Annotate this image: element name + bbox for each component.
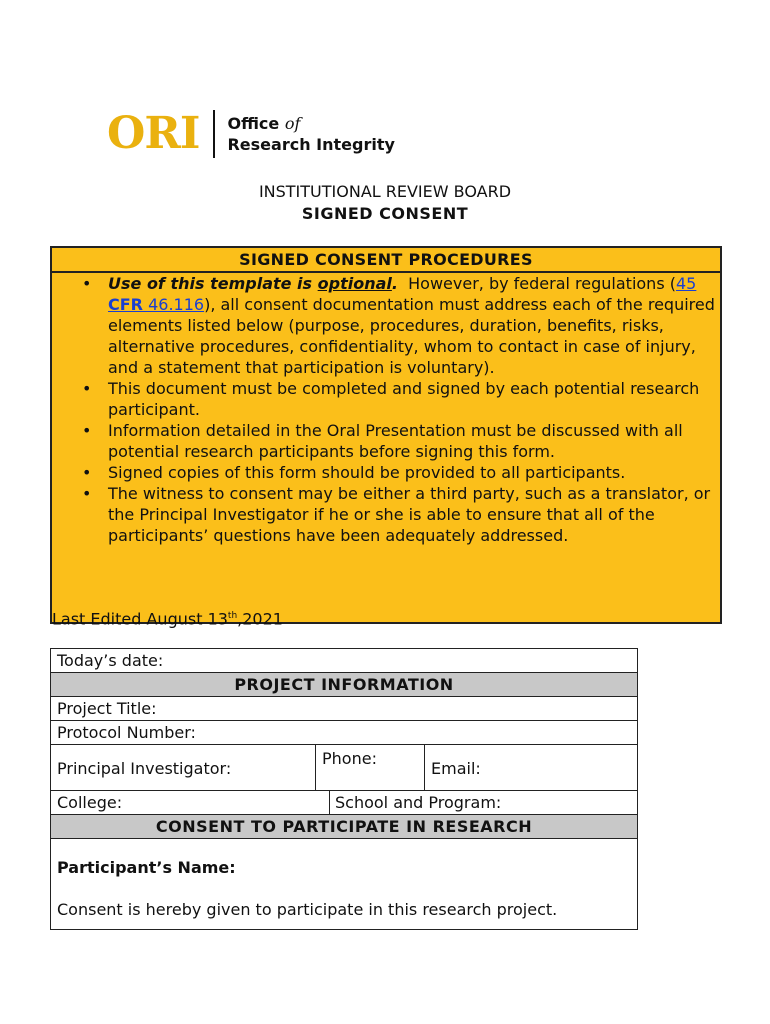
board-heading: INSTITUTIONAL REVIEW BOARD [258, 182, 512, 201]
bullet-icon: • [82, 484, 92, 503]
bullet4-text: Signed copies of this form should be provided to all participants. [108, 463, 626, 482]
protocol-number-field[interactable] [50, 720, 638, 745]
optional-notice: Use of this template is optional. [108, 274, 398, 293]
list-item [52, 420, 722, 462]
logo-line1-b: of [284, 114, 301, 133]
list-item [52, 483, 722, 546]
college-row [50, 790, 638, 815]
consent-section [50, 838, 638, 930]
logo-text [227, 113, 394, 155]
bullet5-text: The witness to consent may be either a third party, such as a translator, or the Principal Investigator if he or she is able to ensure that all of the participants’ questions have been adequately addressed. [108, 484, 711, 545]
investigator-row [50, 744, 638, 791]
document-title: SIGNED CONSENT [301, 204, 469, 223]
consent-statement: Consent is hereby given to participate in this research project. [57, 900, 558, 919]
list-item [52, 378, 722, 420]
participant-name-label: Participant’s Name: [57, 858, 236, 877]
bullet-icon: • [82, 463, 92, 482]
logo-abbr: ORI [107, 108, 200, 159]
project-title-field[interactable] [50, 696, 638, 721]
college-label: College: [57, 793, 123, 812]
list-item [52, 462, 722, 483]
divider [424, 745, 425, 790]
bullet-icon: • [82, 421, 92, 440]
logo-line2: Research Integrity [227, 135, 395, 154]
cfr-link[interactable]: 45 CFR 46.116 [108, 274, 697, 314]
project-info-header: PROJECT INFORMATION [50, 672, 638, 697]
procedures-list [52, 273, 722, 546]
todays-date-field[interactable] [50, 648, 638, 673]
school-label: School and Program: [335, 793, 502, 812]
project-title-label: Project Title: [57, 699, 157, 718]
procedures-box [50, 246, 722, 629]
logo-line1-a: Office [227, 114, 285, 133]
bullet1-text-a: However, by federal regulations ( [397, 274, 676, 293]
bullet-icon: • [82, 379, 92, 398]
pi-label: Principal Investigator: [57, 759, 232, 778]
todays-date-label: Today’s date: [57, 651, 164, 670]
divider [329, 791, 330, 814]
divider [315, 745, 316, 790]
protocol-number-label: Protocol Number: [57, 723, 196, 742]
list-item [52, 273, 722, 378]
procedures-title: SIGNED CONSENT PROCEDURES [52, 248, 720, 273]
email-label: Email: [431, 759, 481, 778]
bullet3-text: Information detailed in the Oral Presentation must be discussed with all potential research participants before signing this form. [108, 421, 683, 461]
consent-header: CONSENT TO PARTICIPATE IN RESEARCH [50, 814, 638, 839]
phone-label: Phone: [322, 749, 377, 768]
last-edited: Last Edited August 13th,2021 [52, 609, 283, 629]
ori-logo [107, 108, 395, 160]
logo-divider [213, 110, 215, 158]
bullet-icon: • [82, 274, 92, 293]
bullet1-text-b: ), all consent documentation must address each of the required elements listed below (purpose, procedures, duration, benefits, risks, alternative procedures, confidentiality, whom to contact in case of injury, and a statement that participation is voluntary). [108, 295, 715, 377]
bullet2-text: This document must be completed and signed by each potential research participant. [108, 379, 700, 419]
